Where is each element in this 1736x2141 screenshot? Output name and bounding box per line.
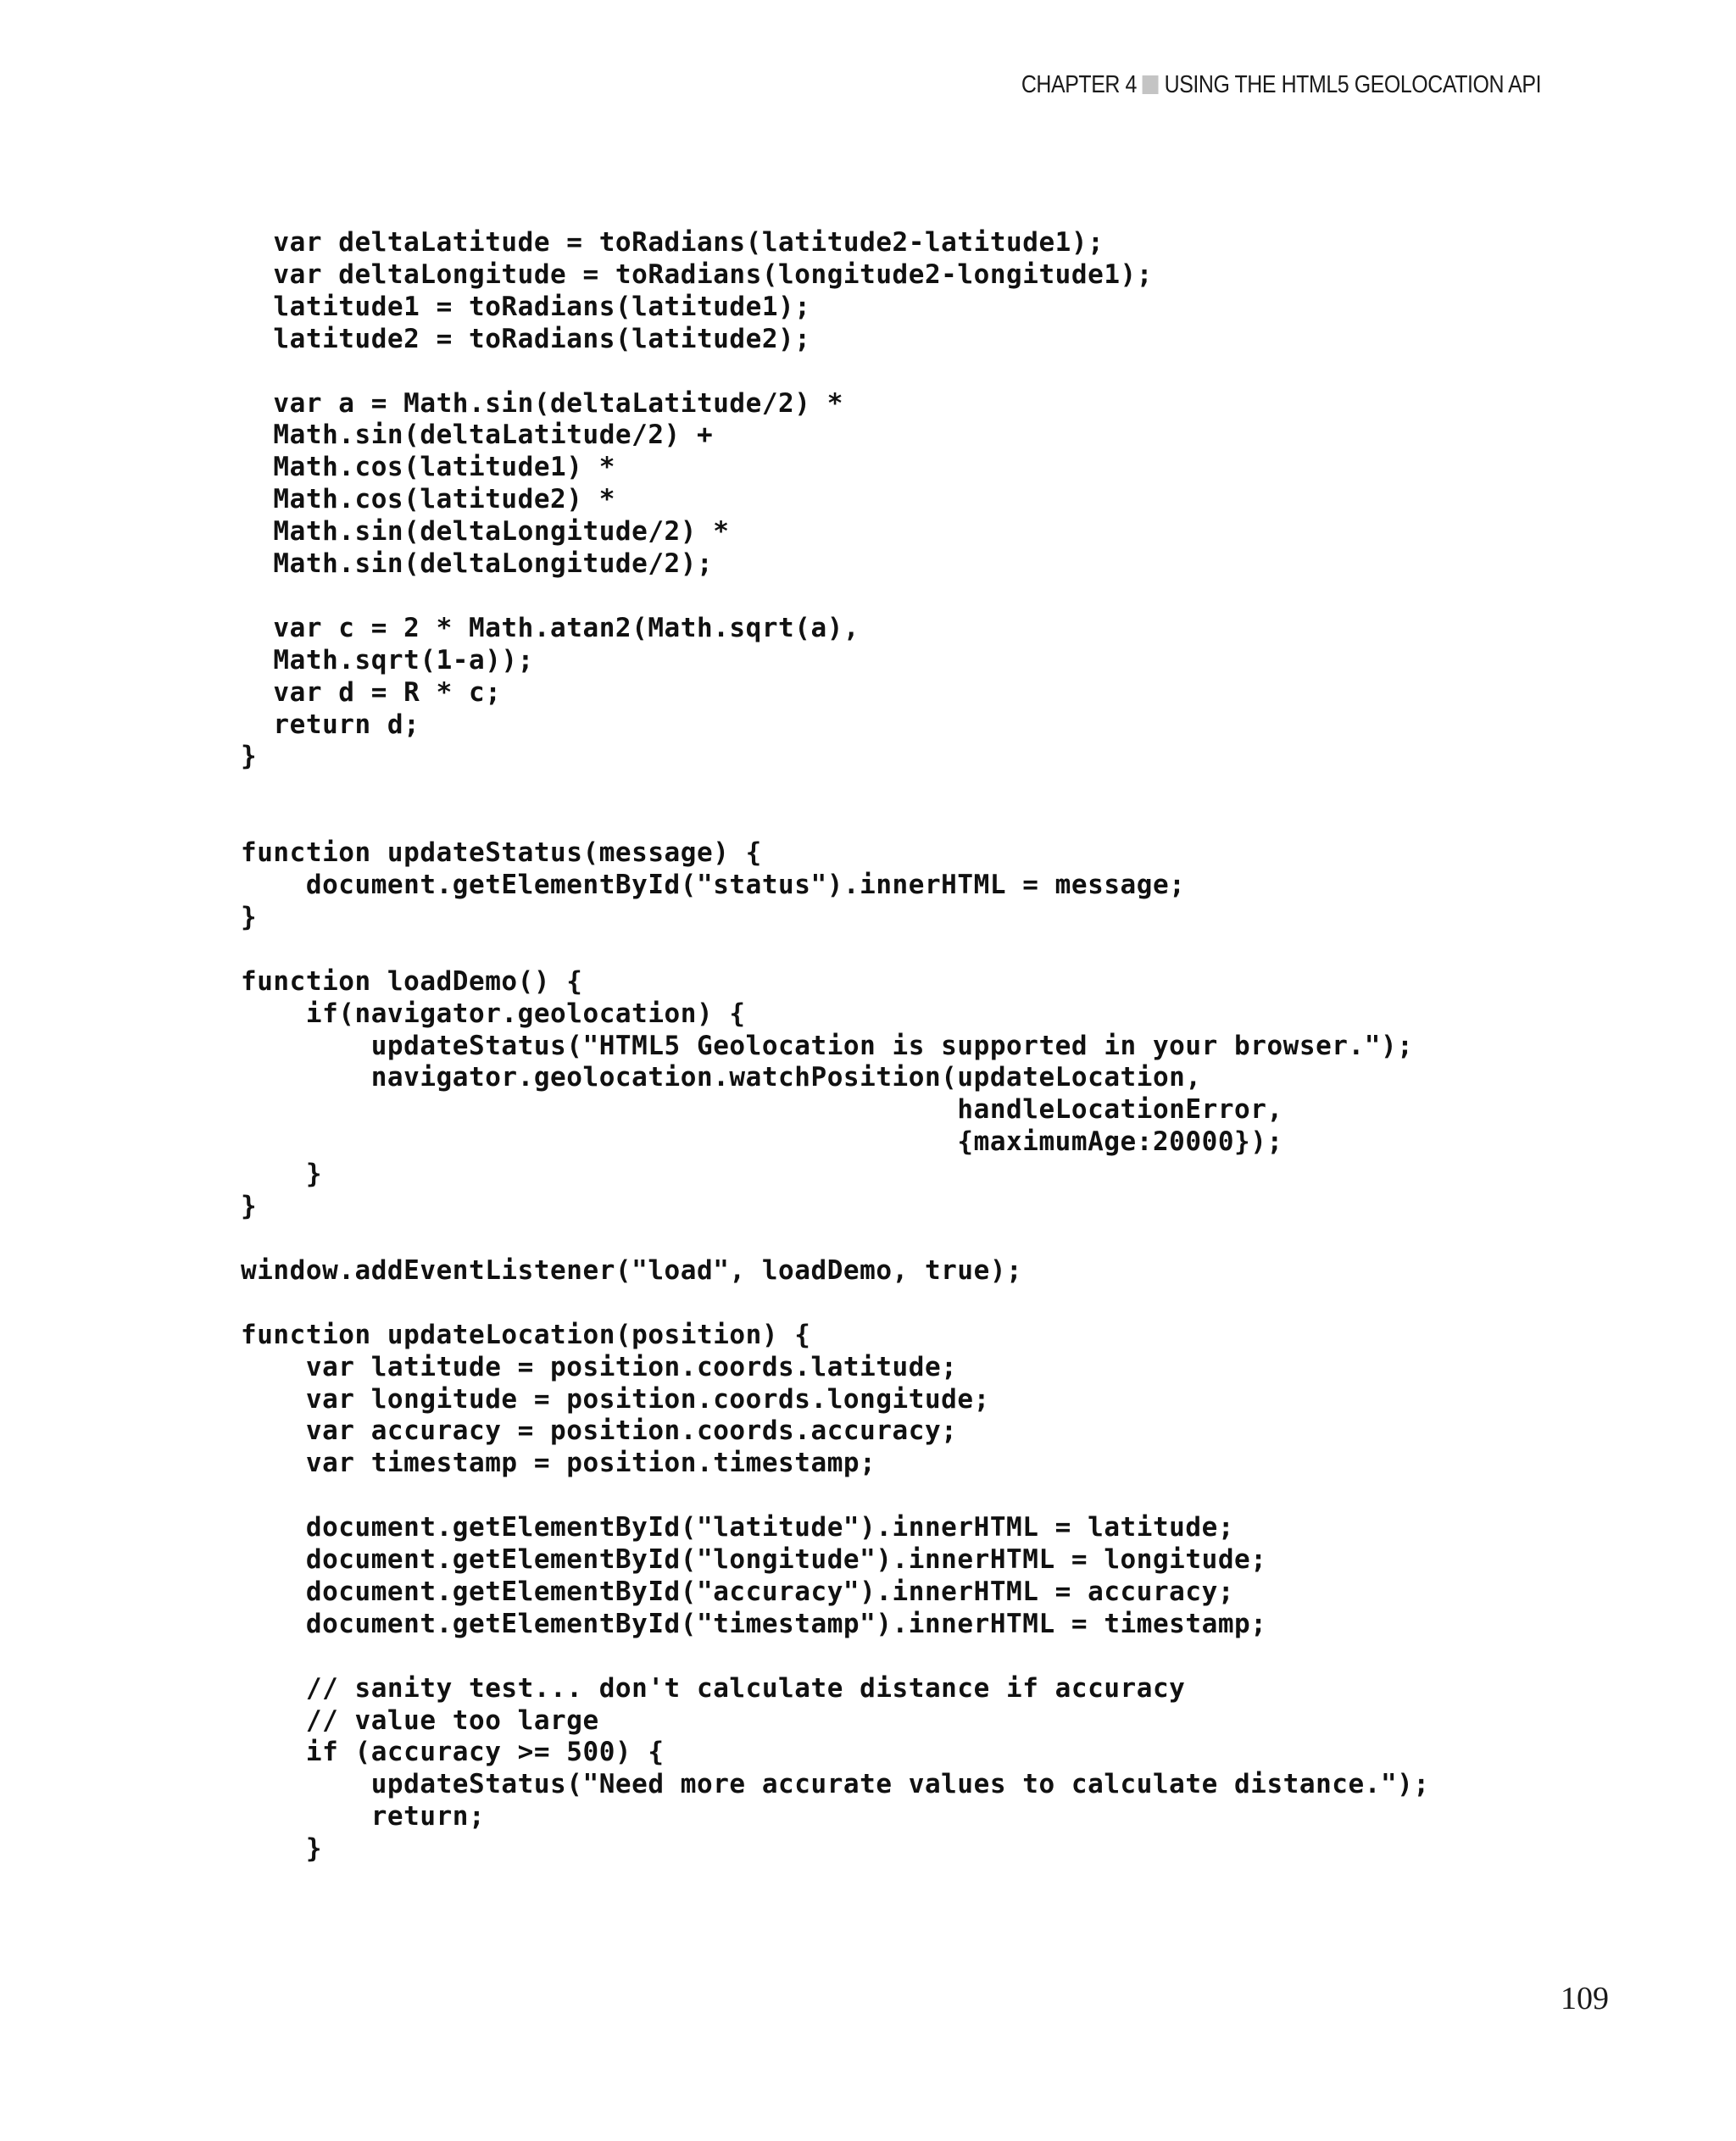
code-line: Math.sqrt(1-a)); [241,644,534,676]
code-line: } [241,741,258,772]
code-line: var longitude = position.coords.longitude; [241,1383,990,1415]
code-line: } [241,1833,323,1865]
code-line: var latitude = position.coords.latitude; [241,1351,958,1382]
code-line: Math.cos(latitude1) * [241,452,615,483]
code-line: document.getElementById("status").innerHTML = message; [241,870,1186,901]
page-number: 109 [1561,1981,1609,2016]
code-line [241,1287,1430,1320]
code-line: var deltaLongitude = toRadians(longitude2-longitude1); [241,259,1153,290]
code-line: Math.sin(deltaLatitude/2) + [241,420,714,451]
code-line [241,934,1430,966]
code-line [241,773,1430,805]
code-line: latitude1 = toRadians(latitude1); [241,291,811,322]
code-line: function loadDemo() { [241,965,583,997]
separator-square-icon [1143,75,1159,94]
code-line [241,1223,1430,1255]
code-line: var deltaLatitude = toRadians(latitude2-latitude1); [241,227,1104,258]
code-line: var d = R * c; [241,676,502,708]
code-line: if (accuracy >= 500) { [241,1737,665,1768]
code-line: // value too large [241,1704,599,1736]
code-line: var c = 2 * Math.atan2(Math.sqrt(a), [241,612,860,643]
code-line: var accuracy = position.coords.accuracy; [241,1415,958,1447]
code-line: if(navigator.geolocation) { [241,998,746,1029]
code-line: document.getElementById("latitude").innerHTML = latitude; [241,1512,1235,1543]
code-line: Math.cos(latitude2) * [241,484,615,515]
chapter-label: CHAPTER 4 [1021,71,1137,98]
code-line [241,581,1430,613]
code-line: Math.sin(deltaLongitude/2); [241,548,714,580]
code-line: } [241,1159,323,1190]
code-line: document.getElementById("longitude").innerHTML = longitude; [241,1544,1267,1576]
code-line [241,356,1430,388]
code-line: return d; [241,709,420,740]
code-line: document.getElementById("accuracy").innerHTML = accuracy; [241,1576,1235,1607]
code-line: function updateStatus(message) { [241,837,762,869]
code-line [241,1641,1430,1673]
code-line: } [241,1191,258,1222]
code-line: } [241,901,258,932]
chapter-title: USING THE HTML5 GEOLOCATION API [1164,71,1541,98]
code-listing [241,227,1430,1866]
code-line: updateStatus("HTML5 Geolocation is supported in your browser."); [241,1030,1414,1061]
code-line: // sanity test... don't calculate distance if accuracy [241,1672,1186,1704]
code-line: function updateLocation(position) { [241,1319,811,1350]
code-line: var timestamp = position.timestamp; [241,1448,876,1479]
running-header [1021,71,1541,99]
code-line: Math.sin(deltaLongitude/2) * [241,516,730,548]
code-line: document.getElementById("timestamp").innerHTML = timestamp; [241,1608,1267,1639]
code-line: return; [241,1801,486,1832]
code-line: handleLocationError, [241,1094,1283,1126]
code-line: {maximumAge:20000}); [241,1126,1283,1158]
code-line: updateStatus("Need more accurate values to calculate distance."); [241,1769,1430,1800]
code-line: navigator.geolocation.watchPosition(updateLocation, [241,1062,1202,1093]
code-line: var a = Math.sin(deltaLatitude/2) * [241,387,843,419]
code-line: window.addEventListener("load", loadDemo, true); [241,1254,1023,1286]
code-line [241,805,1430,837]
code-line [241,1480,1430,1512]
code-line: latitude2 = toRadians(latitude2); [241,323,811,354]
